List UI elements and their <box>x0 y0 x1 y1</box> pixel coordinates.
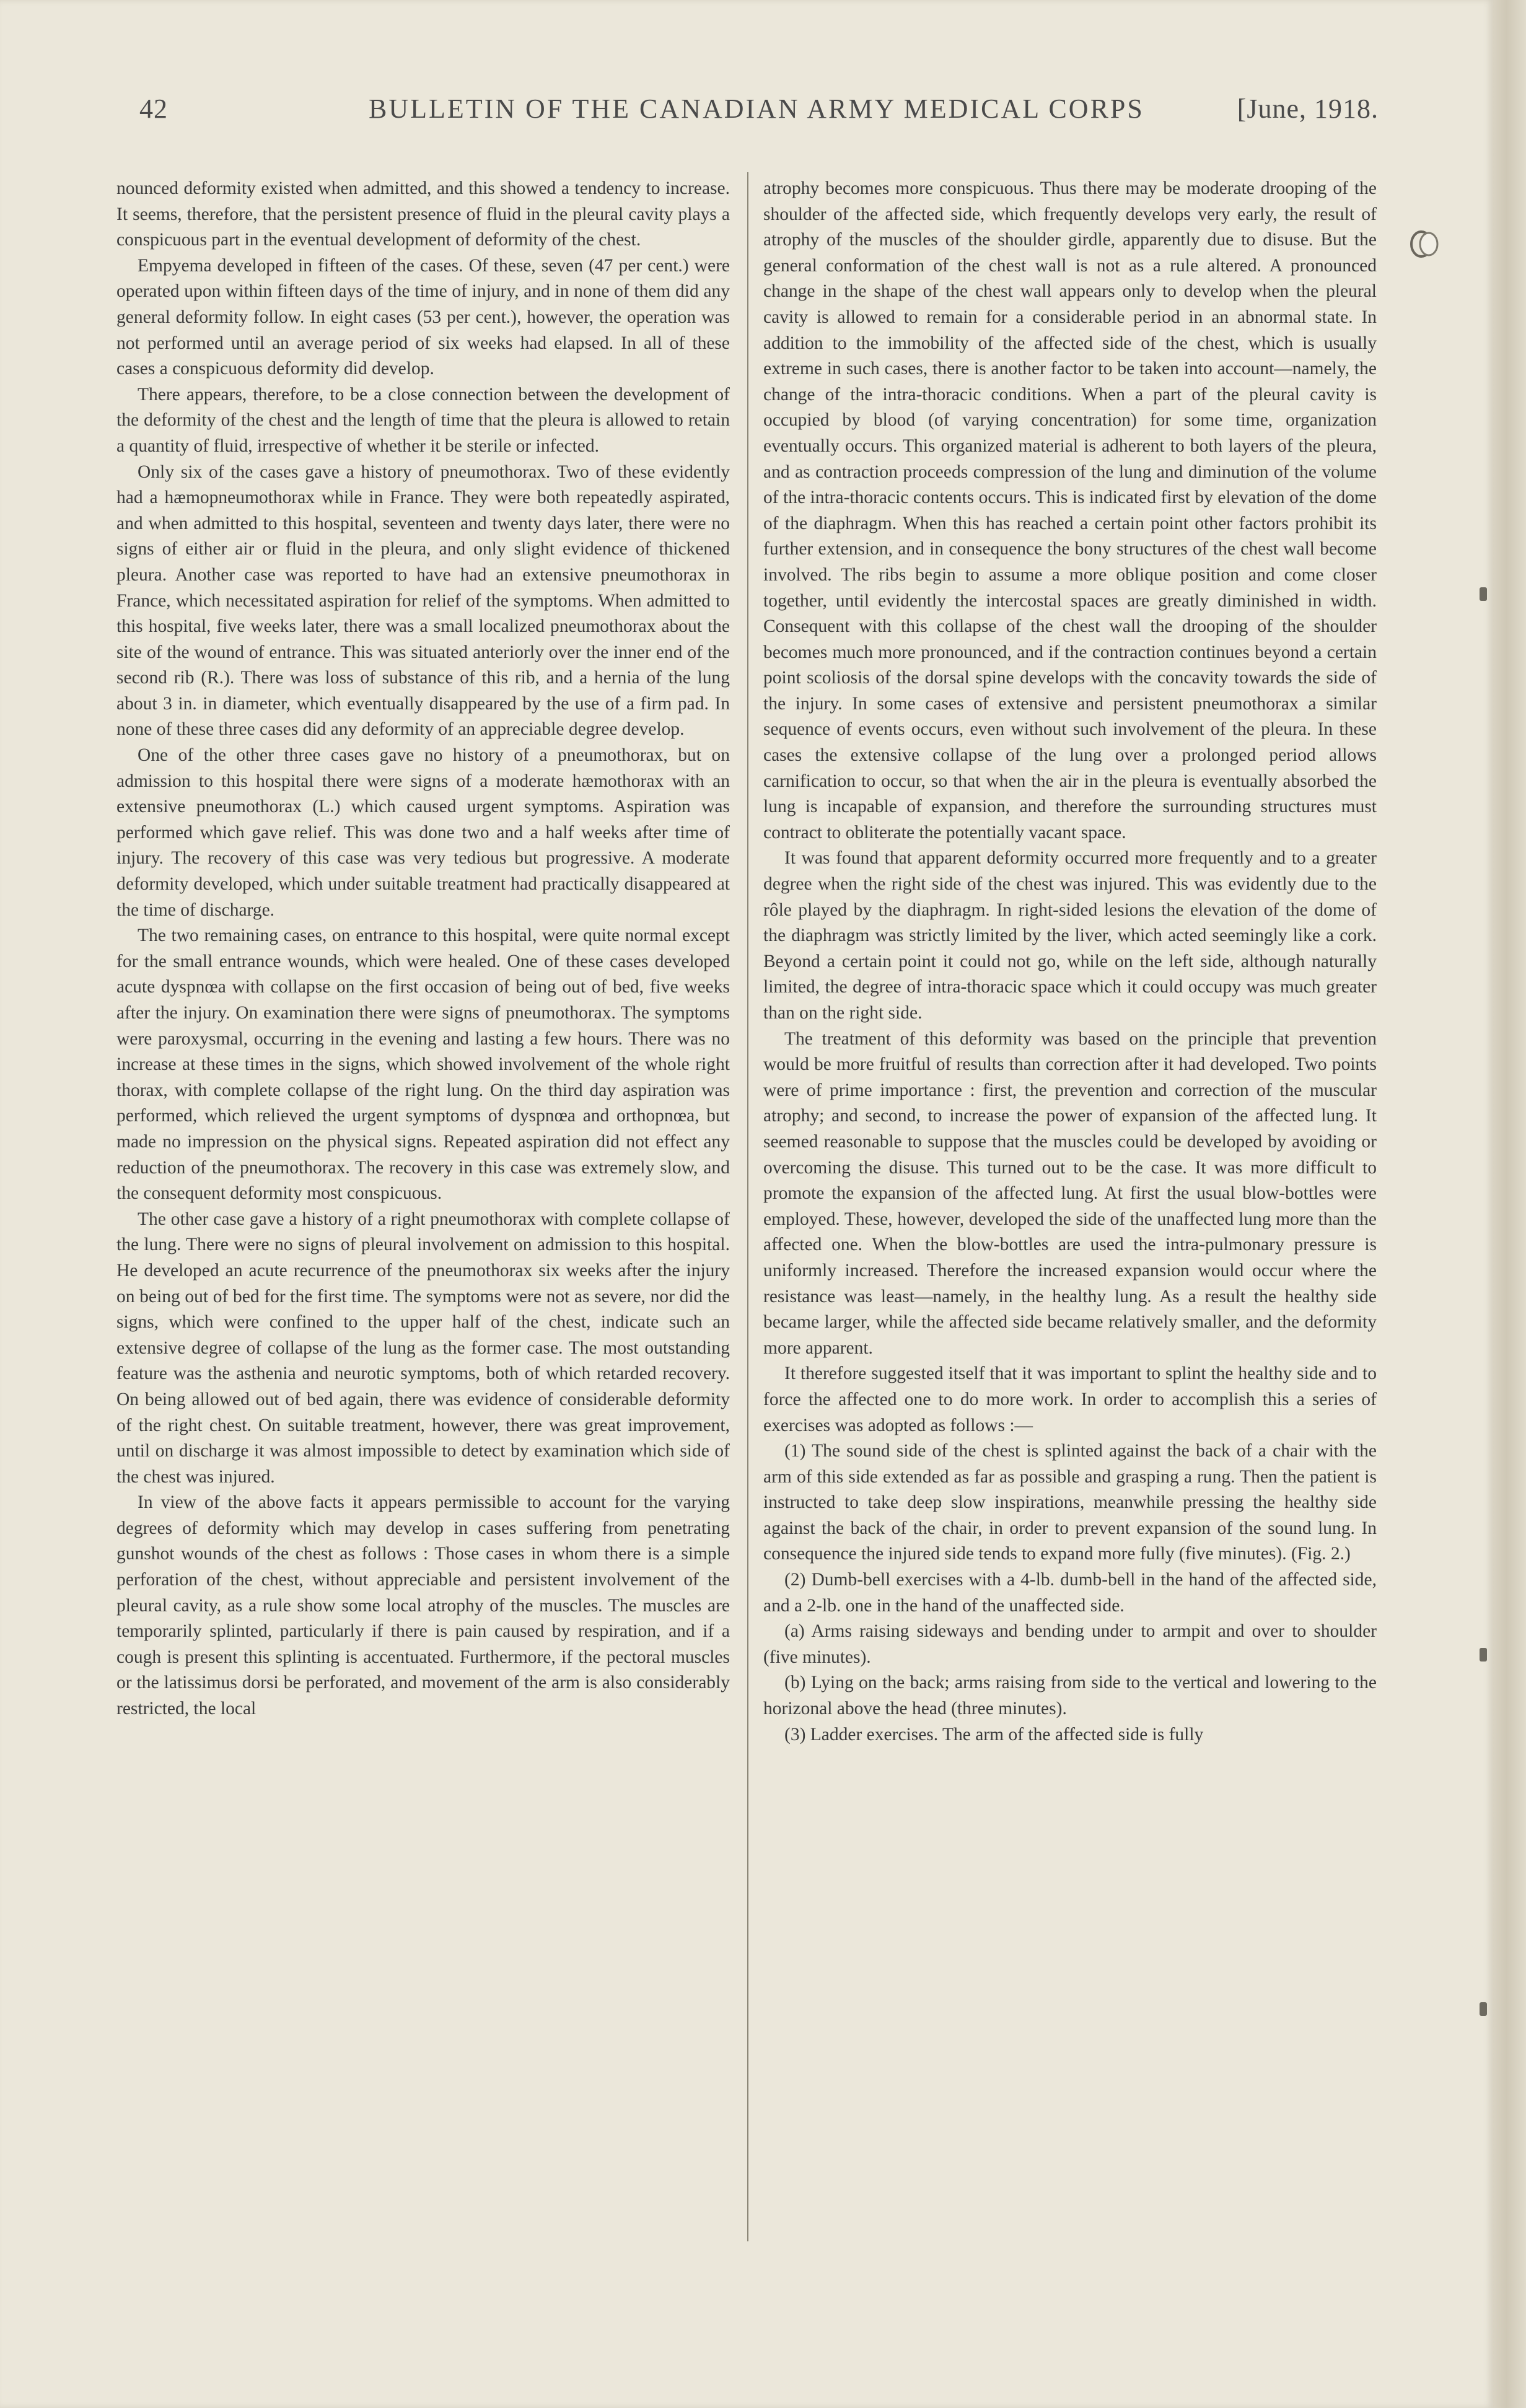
paragraph: In view of the above facts it appears permissible to account for the varying degrees of deformity which may develop in cases suffering from penetrating gunshot wounds of the chest as follows : Those cases in whom there is a simple perforation of the chest, without appreciable and persistent involvement of the pleural cavity, as a rule show some local atrophy of the muscles. The muscles are temporarily splinted, particularly if there is pain caused by respiration, and if a cough is present this splinting is accentuated. Furthermore, if the pectoral muscles or the latissimus dorsi be perforated, and movement of the arm is also considerably restricted, the local <box>116 1492 730 1719</box>
binding-mark <box>1480 587 1487 601</box>
paragraph: The treatment of this deformity was based on the principle that prevention would be more fruitful of results than correction after it had developed. Two points were of prime importance : first, the prevention and correction of the muscular atrophy; and second, to increase the power of expansion of the affected lung. It seemed reasonable to suppose that the muscles could be developed by avoiding or overcoming the disuse. This turned out to be the case. It was more difficult to promote the expansion of the affected lung. At first the usual blow-bottles were employed. These, however, developed the side of the unaffected lung more than the affected one. When the blow-bottles are used the intra-pulmonary pressure is uniformly increased. Therefore the increased expansion would occur where the resistance was least—namely, in the healthy lung. As a result the healthy side became larger, while the affected side became relatively smaller, and the deformity more apparent. <box>763 1028 1377 1358</box>
journal-title: BULLETIN OF THE CANADIAN ARMY MEDICAL CORPS <box>369 94 1144 124</box>
paragraph: (b) Lying on the back; arms raising from side to the vertical and lowering to the horizonal above the head (three minutes). <box>763 1673 1377 1719</box>
paragraph: It therefore suggested itself that it was important to splint the healthy side and to force the affected one to do more work. In order to accomplish this a series of exercises was adopted as follows :— <box>763 1364 1377 1435</box>
paragraph: The two remaining cases, on entrance to this hospital, were quite normal except for the small entrance wounds, which were healed. One of these cases developed acute dyspnœa with collapse on the first occasion of being out of bed, five weeks after the injury. On examination there were signs of pneumothorax. The symptoms were paroxysmal, occurring in the evening and lasting a few hours. There was no increase at these times in the signs, which showed involvement of the whole right thorax, with complete collapse of the right lung. On the third day aspiration was performed, which relieved the urgent symptoms of dyspnœa and orthopnœa, but made no impression on the physical signs. Repeated aspiration did not effect any reduction of the pneumothorax. The recovery in this case was extremely slow, and the consequent deformity most conspicuous. <box>116 926 730 1204</box>
paragraph: Only six of the cases gave a history of pneumothorax. Two of these evidently had a hæmopneumothorax while in France. They were both repeatedly aspirated, and when admitted to this hospital, seventeen and twenty days later, there were no signs of either air or fluid in the pleura, and only slight evidence of thickened pleura. Another case was reported to have had an extensive pneumothorax in France, which necessitated aspiration for relief of the symptoms. When admitted to this hospital, five weeks later, there was a small localized pneumothorax about the site of the wound of entrance. This was situated anteriorly over the inner end of the second rib (R.). There was loss of substance of this rib, and a hernia of the lung about 3 in. in diameter, which eventually disappeared by the use of a firm pad. In none of these three cases did any deformity of an appreciable degree develop. <box>116 462 730 740</box>
paragraph: The other case gave a history of a right pneumothorax with complete collapse of the lung. There were no signs of pleural involvement on admission to this hospital. He developed an acute recurrence of the pneumothorax six weeks after the injury on being out of bed for the first time. The symptoms were not as severe, nor did the signs, which were confined to the upper half of the chest, indicate such an extensive degree of collapse of the lung as the former case. The most outstanding feature was the asthenia and neurotic symptoms, both of which retarded recovery. On being allowed out of bed again, there was evidence of considerable deformity of the right chest. On suitable treatment, however, there was great improvement, until on discharge it was almost impossible to detect by examination which side of the chest was injured. <box>116 1209 730 1487</box>
issue-date: [June, 1918. <box>1237 94 1379 124</box>
page-number: 42 <box>139 94 168 124</box>
binding-hole-icon <box>1408 227 1442 261</box>
page-edge <box>1493 0 1526 2408</box>
column-divider <box>747 172 748 2241</box>
paragraph: There appears, therefore, to be a close connection between the development of the deformity of the chest and the length of time that the pleura is allowed to retain a quantity of fluid, irrespective of whether it be sterile or infected. <box>116 384 730 456</box>
paragraph: It was found that apparent deformity occurred more frequently and to a greater degree when the right side of the chest was injured. This was evidently due to the rôle played by the diaphragm. In right-sided lesions the elevation of the dome of the diaphragm was strictly limited by the liver, which acted seemingly like a cork. Beyond a certain point it could not go, while on the left side, although naturally limited, the degree of intra-thoracic space which it could occupy was much greater than on the right side. <box>763 848 1377 1023</box>
paragraph: atrophy becomes more conspicuous. Thus there may be moderate drooping of the shoulder of the affected side, which frequently develops very early, the result of atrophy of the muscles of the shoulder girdle, apparently due to disuse. But the general conformation of the chest wall is not as a rule altered. A pronounced change in the shape of the chest wall appears only to develop when the pleural cavity is allowed to remain for a considerable period in an abnormal state. In addition to the immobility of the affected side of the chest, which is usually extreme in such cases, there is another factor to be taken into account—namely, the change of the intra-thoracic conditions. When a part of the pleural cavity is occupied by blood (of varying concentration) for some time, organization eventually occurs. This organized material is adherent to both layers of the pleura, and as contraction proceeds compression of the lung and diminution of the volume of the intra-thoracic contents occurs. This is indicated first by elevation of the dome of the diaphragm. When this has reached a certain point other factors prohibit its further extension, and in consequence the bony structures of the chest wall become involved. The ribs begin to assume a more oblique position and come closer together, until evidently the intercostal spaces are greatly diminished in width. Consequent with this collapse of the chest wall the drooping of the shoulder becomes much more pronounced, and if the contraction continues beyond a certain point scoliosis of the dorsal spine develops with the concavity towards the side of the injury. In some cases of extensive and persistent pneumothorax a similar sequence of events occurs, even without such involvement of the pleura. In these cases the extensive collapse of the lung over a prolonged period allows carnification to occur, so that when the air in the pleura is eventually absorbed the lung is incapable of expansion, and therefore the surrounding structures must contract to obliterate the potentially vacant space. <box>763 178 1377 843</box>
paragraph: One of the other three cases gave no history of a pneumothorax, but on admission to this hospital there were signs of a moderate hæmothorax with an extensive pneumothorax (L.) which caused urgent symptoms. Aspiration was performed which gave relief. This was done two and a half weeks after time of injury. The recovery of this case was very tedious but progressive. A moderate deformity developed, which under suitable treatment had practically disappeared at the time of discharge. <box>116 745 730 920</box>
left-column <box>116 176 730 2270</box>
paragraph: (a) Arms raising sideways and bending under to armpit and over to shoulder (five minutes). <box>763 1621 1377 1667</box>
right-column <box>763 176 1377 2270</box>
paragraph: (1) The sound side of the chest is splinted against the back of a chair with the arm of this side extended as far as possible and grasping a rung. Then the patient is instructed to take deep slow inspirations, meanwhile pressing the healthy side against the back of the chair, in order to prevent expansion of the sound lung. In consequence the injured side tends to expand more fully (five minutes). (Fig. 2.) <box>763 1441 1377 1564</box>
binding-mark <box>1480 2002 1487 2016</box>
paragraph: Empyema developed in fifteen of the cases. Of these, seven (47 per cent.) were operated upon within fifteen days of the time of injury, and in none of them did any general deformity follow. In eight cases (53 per cent.), however, the operation was not performed until an average period of six weeks had elapsed. In all of these cases a conspicuous deformity did develop. <box>116 255 730 379</box>
binding-mark <box>1480 1648 1487 1662</box>
running-header <box>96 93 1379 136</box>
paragraph: (2) Dumb-bell exercises with a 4-lb. dumb-bell in the hand of the affected side, and a 2-lb. one in the hand of the unaffected side. <box>763 1570 1377 1616</box>
paragraph: (3) Ladder exercises. The arm of the affected side is fully <box>784 1724 1204 1745</box>
paragraph: nounced deformity existed when admitted, and this showed a tendency to increase. It seems, therefore, that the persistent presence of fluid in the pleural cavity plays a conspicuous part in the eventual development of deformity of the chest. <box>116 178 730 250</box>
